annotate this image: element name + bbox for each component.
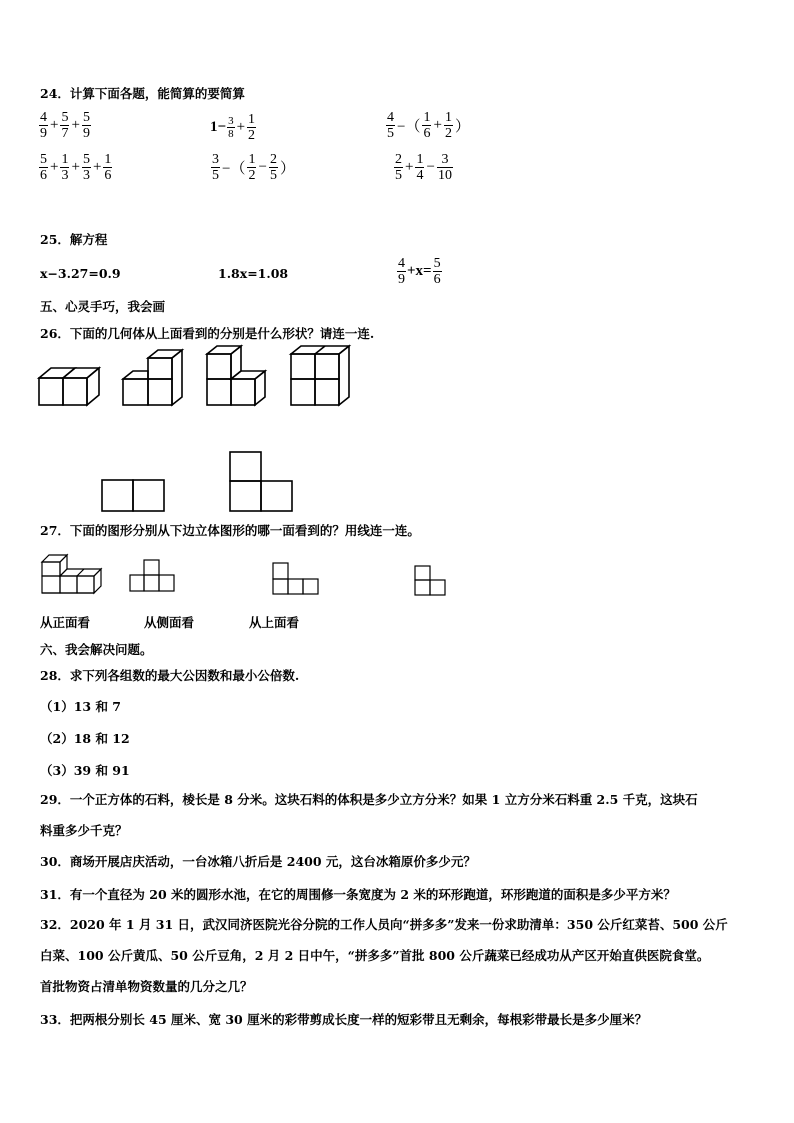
- q28-item: （2）18 和 12: [40, 731, 130, 746]
- top-view-three-squares: [230, 452, 292, 511]
- view-label-side: 从侧面看: [144, 615, 195, 630]
- solid-three-cubes-left-stack: [207, 346, 265, 405]
- fraction: $\frac{2}{5}$: [269, 152, 277, 183]
- q32-line-2: 白菜、100 公斤黄瓜、50 公斤豆角，2 月 2 日中午，“拼多多”首批 800 公斤蔬菜已经成功从产区开始直供医院食堂。: [40, 948, 710, 963]
- q26-figures: [0, 340, 794, 520]
- q24-expr-6: $\frac{2}{5}$ + $\frac{1}{4}$ − $\frac{3}{10}$: [395, 152, 452, 183]
- fraction: $\frac{4}{5}$: [387, 110, 394, 141]
- q24-expr-1: $\frac{4}{9}$ + $\frac{5}{7}$ + $\frac{5}{9}$: [40, 110, 90, 141]
- q24-expr-5: $\frac{3}{5}$ −（ $\frac{1}{2}$ − $\frac{2}{5}$ ）: [212, 152, 295, 183]
- q30-text: 30．商场开展店庆活动，一台冰箱八折后是 2400 元，这台冰箱原价多少元？: [40, 854, 476, 869]
- fraction: $\frac{1}{2}$: [248, 152, 256, 183]
- fraction: $\frac{4}{9}$: [40, 110, 47, 141]
- q28-title: 28．求下列各组数的最大公因数和最小公倍数.: [40, 668, 300, 683]
- fraction: $\frac{1}{2}$: [248, 112, 256, 143]
- fraction: $\frac{1}{6}$: [104, 152, 112, 183]
- solid-two-cubes: [39, 368, 99, 405]
- section-heading-6: 六、我会解决问题。: [40, 642, 153, 657]
- fraction: $\frac{5}{9}$: [82, 110, 90, 141]
- fraction: $\frac{4}{9}$: [398, 256, 405, 287]
- view-shape-b: [273, 563, 318, 594]
- fraction: $\frac{3}{10}$: [437, 152, 452, 183]
- fraction: $\frac{1}{2}$: [444, 110, 452, 141]
- q26-title: 26．下面的几何体从上面看到的分别是什么形状？请连一连.: [40, 326, 375, 341]
- q27-title: 27．下面的图形分别从下边立体图形的哪一面看到的？用线连一连。: [40, 523, 420, 538]
- equation-2: 1.8x=1.08: [218, 266, 289, 281]
- q24-expr-4: $\frac{5}{6}$ + $\frac{1}{3}$ + $\frac{5}{3}$ + $\frac{1}{6}$: [40, 152, 112, 183]
- view-label-front: 从正面看: [40, 615, 91, 630]
- fraction: $\frac{1}{6}$: [423, 110, 431, 141]
- q32-line-1: 32．2020 年 1 月 31 日，武汉同济医院光谷分院的工作人员向“拼多多”发来一份求助清单：350 公斤红菜苔、500 公斤: [40, 917, 728, 932]
- q28-item: （1）13 和 7: [40, 699, 121, 714]
- solid-three-cubes-right-stack: [123, 350, 182, 405]
- q28-item: （3）39 和 91: [40, 763, 130, 778]
- top-view-two-squares: [102, 480, 164, 511]
- q24-expr-3: $\frac{4}{5}$ −（ $\frac{1}{6}$ + $\frac{1}{2}$ ）: [387, 110, 470, 141]
- view-shape-c: [415, 566, 445, 595]
- fraction: $\frac{5}{7}$: [61, 110, 69, 141]
- q27-figures: [0, 548, 794, 608]
- fraction: $\frac{3}{8}$: [228, 115, 234, 140]
- view-label-top: 从上面看: [249, 615, 300, 630]
- fraction: $\frac{1}{3}$: [61, 152, 69, 183]
- q25-title: 25．解方程: [40, 232, 108, 247]
- fraction: $\frac{2}{5}$: [395, 152, 402, 183]
- fraction: $\frac{5}{6}$: [433, 256, 441, 287]
- equation-3: $\frac{4}{9}$ +x= $\frac{5}{6}$: [398, 256, 441, 287]
- fraction: $\frac{5}{6}$: [40, 152, 47, 183]
- section-heading-5: 五、心灵手巧，我会画: [40, 299, 166, 314]
- q33-text: 33．把两根分别长 45 厘米、宽 30 厘米的彩带剪成长度一样的短彩带且无剩余，每根彩带最长是多少厘米？: [40, 1012, 648, 1027]
- solid-stepped-cubes: [42, 555, 101, 593]
- q32-line-3: 首批物资占清单物资数量的几分之几？: [40, 979, 253, 994]
- q24-expr-2: 1− $\frac{3}{8}$ + $\frac{1}{2}$: [210, 112, 256, 143]
- q29-line-2: 料重多少千克？: [40, 823, 128, 838]
- solid-four-cubes: [291, 346, 349, 405]
- q24-title: 24．计算下面各题，能简算的要简算: [40, 86, 245, 101]
- fraction: $\frac{3}{5}$: [212, 152, 219, 183]
- view-shape-a: [130, 560, 174, 591]
- fraction: $\frac{1}{4}$: [416, 152, 424, 183]
- fraction: $\frac{5}{3}$: [82, 152, 90, 183]
- equation-1: x−3.27=0.9: [40, 266, 121, 281]
- q29-line-1: 29．一个正方体的石料，棱长是 8 分米。这块石料的体积是多少立方分米？如果 1 立方分米石料重 2.5 千克，这块石: [40, 792, 698, 807]
- q31-text: 31．有一个直径为 20 米的圆形水池，在它的周围修一条宽度为 2 米的环形跑道，环形跑道的面积是多少平方米？: [40, 887, 676, 902]
